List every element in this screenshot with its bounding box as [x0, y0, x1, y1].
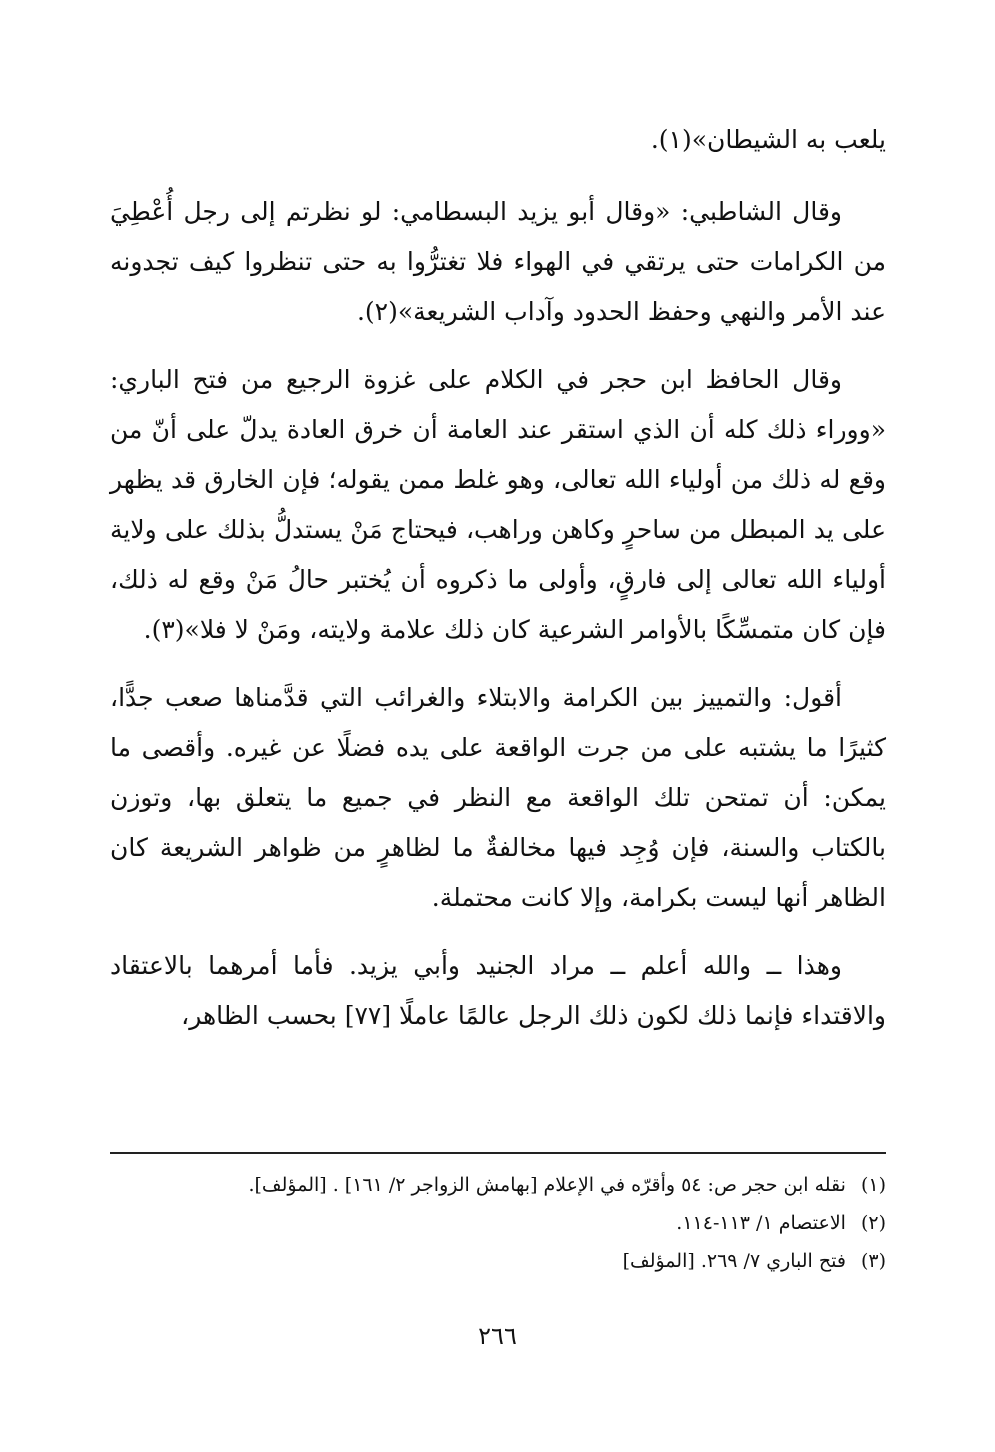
paragraph-continuation: يلعب به الشيطان»(١).	[650, 125, 886, 154]
footnote-text: فتح الباري ٧/ ٢٦٩. [المؤلف]	[622, 1250, 846, 1272]
paragraph-author-comment: أقول: والتمييز بين الكرامة والابتلاء والغرائب التي قدَّمناها صعب جدًّا، كثيرًا ما يشتبه على من جرت الواقعة على يده فضلًا عن غيره. وأقصى ما يمكن: أن تمتحن تلك الواقعة مع النظر في جميع ما يتعلق بها، وتوزن بالكتاب والسنة، فإن وُجِد فيها مخالفةٌ ما لظاهرٍ من ظواهر الشريعة كان الظاهر أنها ليست بكرامة، وإلا كانت محتملة.	[110, 683, 886, 912]
footnote-text: نقله ابن حجر ص: ٥٤ وأقرّه في الإعلام [بهامش الزواجر ٢/ ١٦١] . [المؤلف].	[248, 1174, 846, 1196]
footnote-number: (٢)	[860, 1212, 886, 1234]
footnote	[110, 1244, 886, 1278]
footnote-text: الاعتصام ١/ ١١٣-١١٤.	[676, 1212, 846, 1234]
footnote	[110, 1206, 886, 1240]
page-body	[110, 115, 886, 1059]
paragraph-junayd-abu-yazid: وهذا ــ والله أعلم ــ مراد الجنيد وأبي يزيد. فأما أمرهما بالاعتقاد والاقتداء فإنما ذلك لكون ذلك الرجل عالمًا عاملًا [٧٧] بحسب الظاهر،	[110, 951, 886, 1030]
footnote-number: (٣)	[860, 1250, 886, 1272]
page-number: ٢٦٦	[478, 1322, 517, 1350]
paragraph-shatibi-quote: وقال الشاطبي: «وقال أبو يزيد البسطامي: لو نظرتم إلى رجل أُعْطِيَ من الكرامات حتى يرتقي في الهواء فلا تغترُّوا به حتى تنظروا كيف تجدونه عند الأمر والنهي وحفظ الحدود وآداب الشريعة»(٢).	[110, 197, 886, 326]
footnote	[110, 1168, 886, 1202]
footnote-number: (١)	[860, 1174, 886, 1196]
paragraph-ibn-hajar-quote: وقال الحافظ ابن حجر في الكلام على غزوة الرجيع من فتح الباري: «ووراء ذلك كله أن الذي استقر عند العامة أن خرق العادة يدلّ على أنّ من وقع له ذلك من أولياء الله تعالى، وهو غلط ممن يقوله؛ فإن الخارق قد يظهر على يد المبطل من ساحرٍ وكاهن وراهب، فيحتاج مَنْ يستدلُّ بذلك على ولاية أولياء الله تعالى إلى فارقٍ، وأولى ما ذكروه أن يُختبر حالُ مَنْ وقع له ذلك، فإن كان متمسِّكًا بالأوامر الشرعية كان ذلك علامة ولايته، ومَنْ لا فلا»(٣).	[110, 365, 886, 644]
footnotes	[110, 1152, 886, 1282]
